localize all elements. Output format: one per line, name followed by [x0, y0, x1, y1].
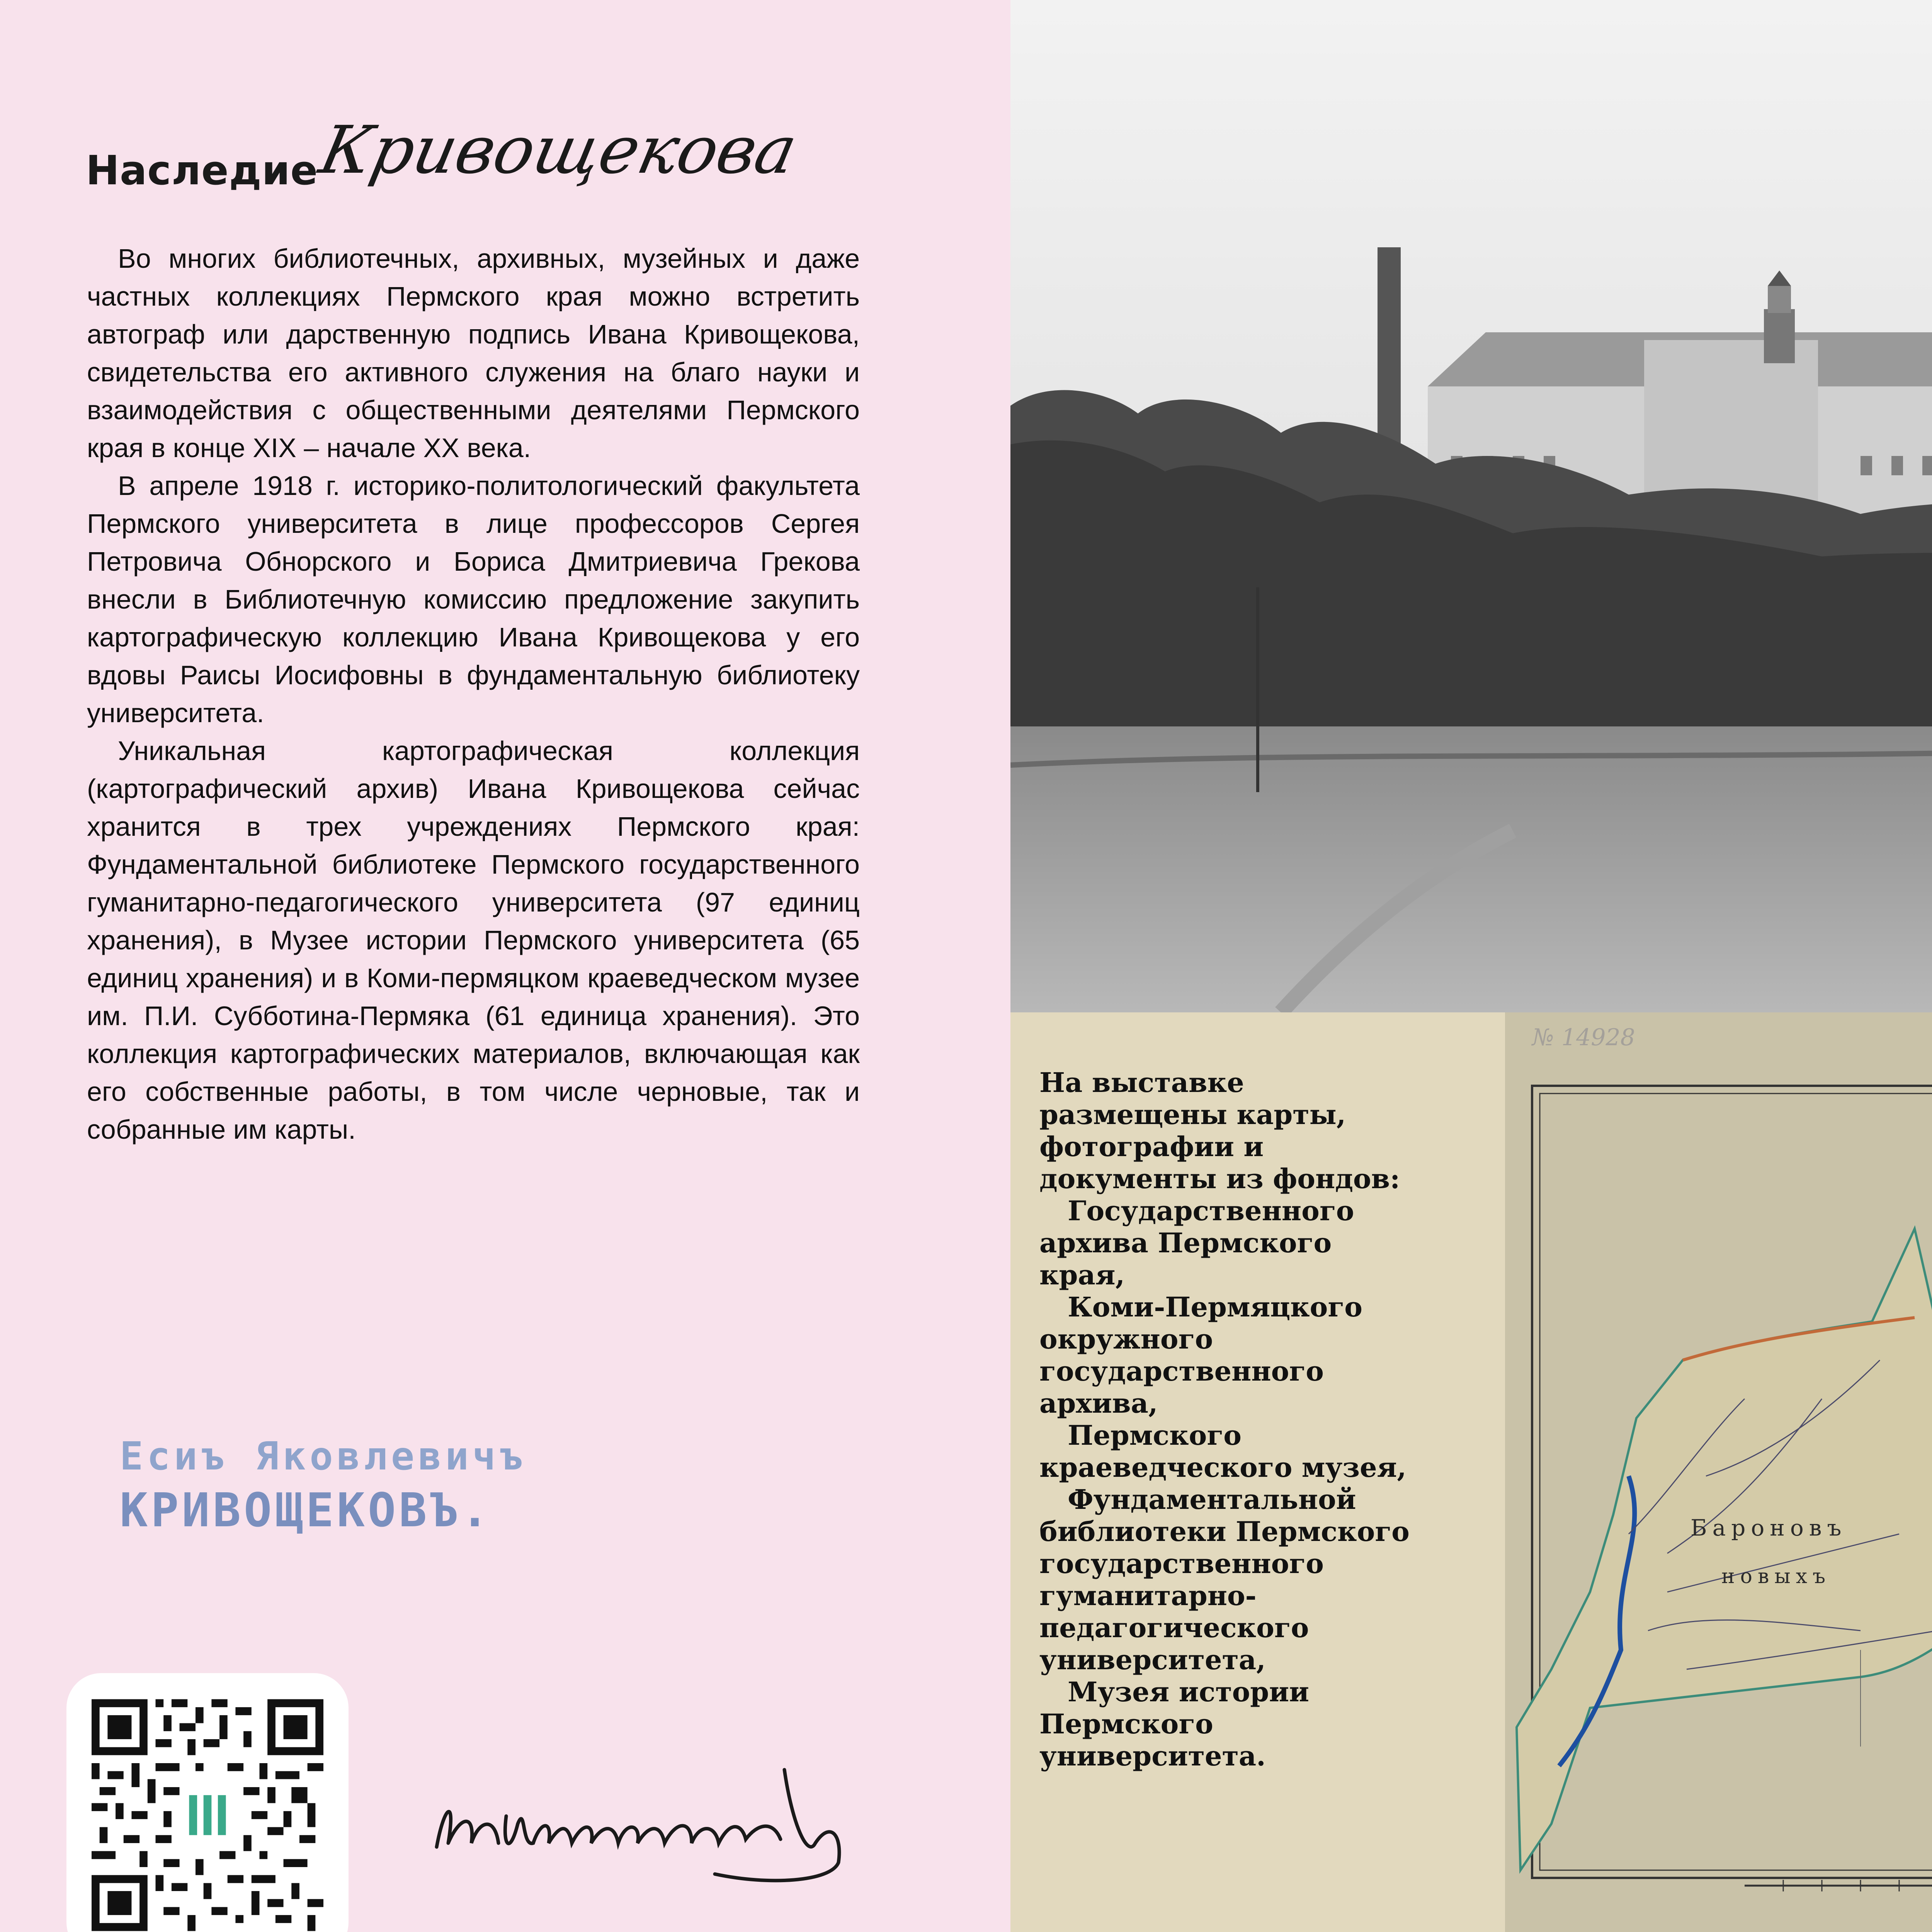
exhibit-line: библиотеки Пермского	[1039, 1515, 1410, 1548]
exhibit-line: Государственного	[1039, 1195, 1354, 1227]
stamp-line-2: КРИВОЩЕКОВЪ.	[120, 1484, 492, 1537]
exhibit-line: документы из фондов:	[1039, 1163, 1400, 1195]
qr-code-icon[interactable]	[92, 1698, 323, 1932]
title-main: Наследие	[86, 147, 318, 194]
page-title	[86, 112, 859, 205]
paragraph-2: В апреле 1918 г. историко-политологический факультета Пермского университета в лице профессоров Сергея Петровича Обнорского и Бориса Дмитриевича Грекова внесли в Библиотечную комиссию предложение закупить картографическую коллекцию Ивана Кривощекова у его вдовы Раисы Иосифовны в фундаментальную библиотеку университета.	[87, 471, 860, 728]
exhibit-line: окружного	[1039, 1323, 1213, 1355]
exhibit-line: гуманитарно-	[1039, 1580, 1257, 1612]
exhibit-line: университета,	[1039, 1644, 1266, 1676]
exhibit-line: фотографии и	[1039, 1131, 1264, 1163]
qr-code-card[interactable]	[66, 1673, 349, 1932]
exhibit-line: размещены карты,	[1039, 1099, 1346, 1131]
exhibit-line: Коми-Пермяцкого	[1039, 1291, 1362, 1323]
exhibit-line: краеведческого музея,	[1039, 1451, 1406, 1483]
exhibit-line: педагогического	[1039, 1612, 1309, 1644]
map-region-label-2: новыхъ	[1721, 1565, 1831, 1588]
exhibit-line: края,	[1039, 1259, 1125, 1291]
exhibit-line: Фундаментальной	[1039, 1483, 1356, 1515]
name-stamp	[116, 1426, 603, 1542]
exhibit-line: Пермского	[1039, 1708, 1213, 1740]
map-region-label-1: Бароновъ	[1690, 1515, 1847, 1541]
handwritten-signature	[421, 1747, 943, 1893]
exhibit-line: государственного	[1039, 1355, 1324, 1387]
paragraph-1: Во многих библиотечных, архивных, музейных и даже частных коллекциях Пермского края можно встретить автограф или дарственную подпись Ивана Кривощекова, свидетельства его активного служения на благо науки и взаимодействия с общественными деятелями Пермского края в конце XIX – начале XX века.	[87, 243, 860, 463]
inventory-number: № 14928	[1532, 1024, 1635, 1051]
paragraph-3: Уникальная картографическая коллекция (картографический архив) Ивана Кривощекова сейчас хранится в трех учреждениях Пермского края: Фундаментальной библиотеке Пермского государственного гуманитарно-педагогического университета (97 единиц хранения), в Музее истории Пермского университета (65 единиц хранения) и в Коми-пермяцком краеведческом музее им. П.И. Субботина-Пермяка (61 единица хранения). Это коллекция картографических материалов, включающая как его собственные работы, в том числе черновые, так и собранные им карты.	[87, 736, 860, 1145]
exhibit-line: архива Пермского	[1039, 1227, 1332, 1259]
exhibit-line: государственного	[1039, 1548, 1324, 1580]
exhibit-line: университета.	[1039, 1740, 1266, 1772]
exhibit-sources-text	[1039, 1066, 1464, 1772]
exhibit-line: Пермского	[1039, 1419, 1242, 1451]
title-script: Кривощекова	[313, 112, 804, 189]
university-photo	[1010, 0, 1932, 1012]
exhibit-line: Музея истории	[1039, 1676, 1310, 1708]
exhibit-line: На выставке	[1039, 1066, 1244, 1099]
exhibit-line: архива,	[1039, 1387, 1158, 1419]
stamp-line-1: Есиъ Яковлевичъ	[120, 1434, 527, 1479]
body-text	[87, 240, 860, 1148]
